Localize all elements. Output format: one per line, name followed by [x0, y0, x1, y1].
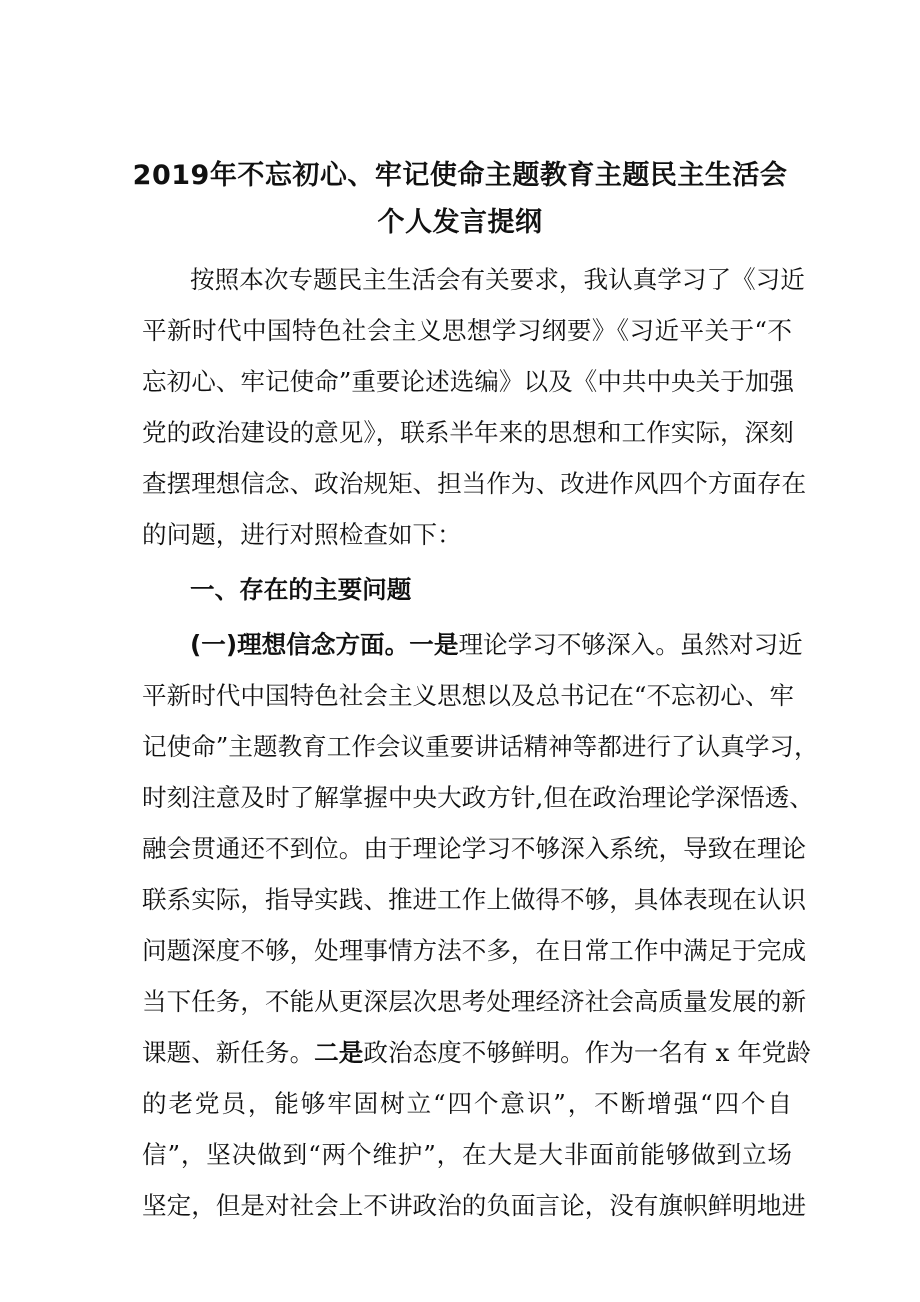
- intro-line: 忘初心、牢记使命”重要论述选编》以及《中共中央关于加强: [142, 367, 795, 396]
- point-1-end: 课题、新任务。: [142, 1038, 315, 1067]
- section-heading: 一、存在的主要问题: [190, 575, 412, 604]
- point-2-label: 二是: [314, 1038, 364, 1067]
- paragraph-first-line: [190, 629, 803, 661]
- intro-line: 按照本次专题民主生活会有关要求，我认真学习了《习近: [190, 265, 805, 294]
- body-line: 的老党员，能够牢固树立“四个意识”，不断增强“四个自: [142, 1089, 792, 1118]
- point-2-text: 政治态度不够鲜明。作为一名有 x 年党龄: [363, 1038, 811, 1067]
- body-line: 当下任务，不能从更深层次思考处理经济社会高质量发展的新: [142, 987, 807, 1016]
- intro-line: 查摆理想信念、政治规矩、担当作为、改进作风四个方面存在: [142, 469, 807, 498]
- body-line-point-2: [142, 1037, 811, 1069]
- sub-heading: (一)理想信念方面。: [190, 630, 410, 659]
- point-1-title: 理论学习不够深入。: [458, 630, 680, 659]
- point-1-label: 一是: [409, 630, 459, 659]
- document-title-line-2: 个人发言提纲: [377, 207, 543, 238]
- intro-line: 平新时代中国特色社会主义思想学习纲要》《习近平关于“不: [142, 316, 792, 345]
- body-line: 问题深度不够，处理事情方法不多，在日常工作中满足于完成: [142, 936, 807, 965]
- intro-line: 的问题，进行对照检查如下：: [142, 520, 462, 549]
- body-line: 坚定，但是对社会上不讲政治的负面言论，没有旗帜鲜明地进: [142, 1191, 807, 1220]
- intro-line: 党的政治建设的意见》，联系半年来的思想和工作实际，深刻: [142, 418, 794, 447]
- document-title-line-1: 2019年不忘初心、牢记使命主题教育主题民主生活会: [132, 160, 788, 191]
- body-line: 平新时代中国特色社会主义思想以及总书记在“不忘初心、牢: [142, 681, 795, 710]
- body-line: 联系实际，指导实践、推进工作上做得不够，具体表现在认识: [142, 885, 807, 914]
- point-1-text: 虽然对习近: [679, 630, 803, 659]
- body-line: 时刻注意及时了解掌握中央大政方针,但在政治理论学深悟透、: [142, 783, 814, 812]
- body-line: 信”，坚决做到“两个维护”，在大是大非面前能够做到立场: [142, 1140, 792, 1169]
- body-line: 记使命”主题教育工作会议重要讲话精神等都进行了认真学习，: [142, 732, 819, 761]
- body-line: 融会贯通还不到位。由于理论学习不够深入系统，导致在理论: [142, 834, 807, 863]
